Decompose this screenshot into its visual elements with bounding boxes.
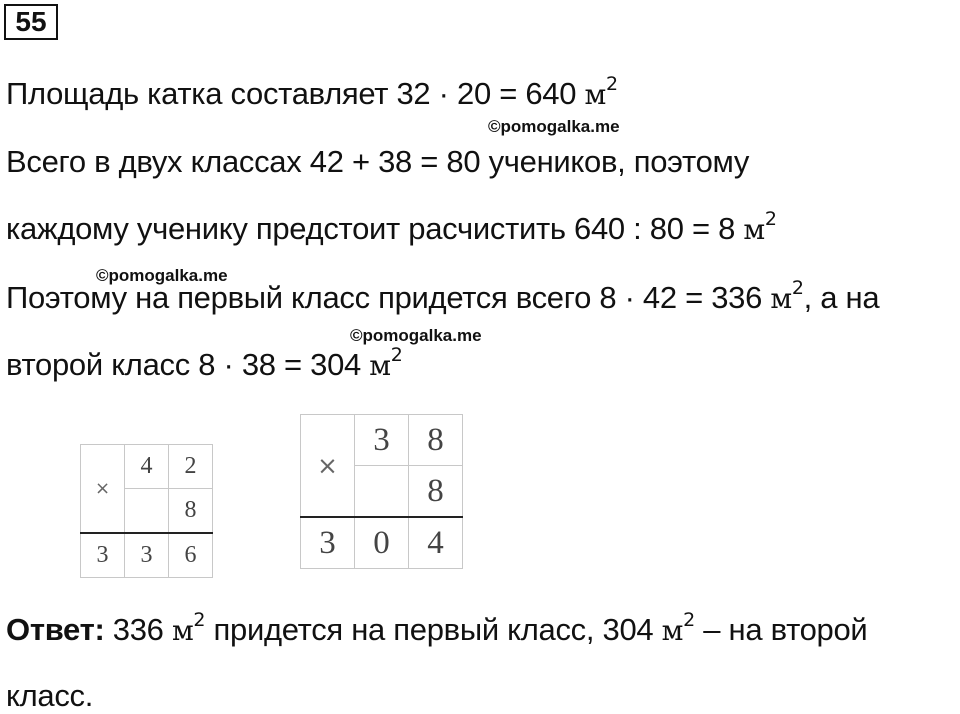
digit-cell: 8 bbox=[409, 466, 463, 518]
problem-number: 55 bbox=[4, 4, 58, 40]
solution-line-5 bbox=[6, 344, 403, 384]
answer-text-3: – на второй bbox=[694, 612, 868, 647]
solution-line-2: Всего в двух классах 42 + 38 = 80 учеников, поэтому bbox=[6, 144, 750, 179]
result-digit-cell: 0 bbox=[355, 517, 409, 569]
answer-text-1: 336 bbox=[104, 612, 172, 647]
multiply-sign: × bbox=[301, 415, 355, 518]
digit-cell bbox=[355, 466, 409, 518]
result-digit-cell: 3 bbox=[81, 533, 125, 578]
solution-line-3 bbox=[6, 208, 777, 248]
line-1-text: Площадь катка составляет 32 · 20 = 640 bbox=[6, 76, 585, 111]
answer-label: Ответ: bbox=[6, 612, 105, 647]
answer-line-2: класс. bbox=[6, 678, 94, 713]
solution-line-4 bbox=[6, 277, 880, 317]
multiply-sign: × bbox=[81, 445, 125, 534]
line-4-text: Поэтому на первый класс придется всего 8 · 42 = 336 bbox=[6, 280, 771, 315]
result-digit-cell: 6 bbox=[169, 533, 213, 578]
unit-square-meter: $м^2$ bbox=[743, 208, 777, 246]
unit-square-meter: $м^2$ bbox=[661, 609, 695, 647]
column-multiplication-38x8 bbox=[300, 414, 463, 569]
line-5-text: второй класс 8 · 38 = 304 bbox=[6, 347, 370, 382]
watermark: ©pomogalka.me bbox=[96, 266, 228, 285]
watermark: ©pomogalka.me bbox=[488, 117, 620, 136]
digit-cell: 2 bbox=[169, 445, 213, 489]
answer-text-2: придется на первый класс, 304 bbox=[205, 612, 662, 647]
digit-cell: 8 bbox=[409, 415, 463, 466]
unit-square-meter: $м^2$ bbox=[369, 344, 403, 382]
digit-cell: 4 bbox=[125, 445, 169, 489]
column-multiplication-42x8 bbox=[80, 444, 213, 578]
digit-cell: 3 bbox=[355, 415, 409, 466]
digit-cell: 8 bbox=[169, 489, 213, 534]
answer-line bbox=[6, 609, 868, 649]
watermark: ©pomogalka.me bbox=[350, 326, 482, 345]
unit-square-meter: $м^2$ bbox=[770, 277, 804, 315]
result-digit-cell: 3 bbox=[125, 533, 169, 578]
result-digit-cell: 4 bbox=[409, 517, 463, 569]
solution-line-1 bbox=[6, 73, 618, 113]
line-4-tail: , а на bbox=[803, 280, 880, 315]
unit-square-meter: $м^2$ bbox=[171, 609, 206, 647]
line-3-text: каждому ученику предстоит расчистить 640 : 80 = 8 bbox=[6, 211, 744, 246]
digit-cell bbox=[125, 489, 169, 534]
result-digit-cell: 3 bbox=[301, 517, 355, 569]
unit-square-meter: $м^2$ bbox=[584, 73, 618, 111]
